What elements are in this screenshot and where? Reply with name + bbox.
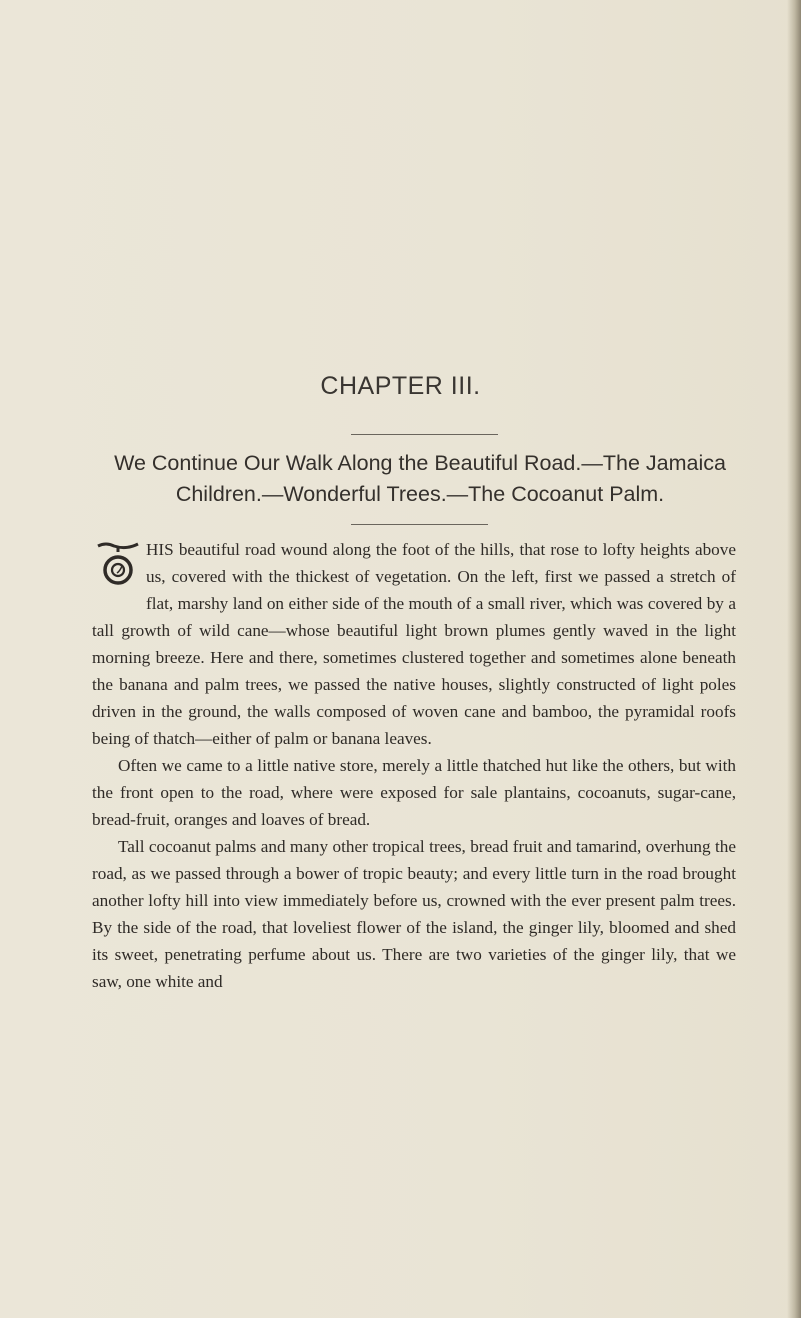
- paragraph-text: HIS beautiful road wound along the foot of the hills, that rose to lofty heights above us, covered with the thickest of vegetation. On the left, first we passed a stretch of flat, marshy land on either side of the mouth of a small river, which was covered by a tall growth of wild cane—whose beautiful light brown plumes gently waved in the light morning breeze. Here and there, sometimes clustered together and sometimes alone beneath the banana and palm trees, we passed the native houses, slightly constructed of light poles driven in the ground, the walls composed of woven cane and bamboo, the pyramidal roofs being of thatch—either of palm or banana leaves.: [92, 540, 736, 748]
- divider-rule: [351, 524, 488, 525]
- chapter-summary: We Continue Our Walk Along the Beautiful Road.—The Jamaica Children.—Wonderful Trees.—The Cocoanut Palm.: [114, 451, 726, 506]
- ornamental-dropcap-icon: [92, 540, 142, 592]
- page-edge-shadow: [787, 0, 801, 1318]
- paragraph: Tall cocoanut palms and many other tropical trees, bread fruit and tamarind, overhung the road, as we passed through a bower of tropic beauty; and every little turn in the road brought another lofty hill into view immediately before us, crowned with the ever present palm trees. By the side of the road, that loveliest flower of the island, the ginger lily, bloomed and shed its sweet, penetrating perfume about us. There are two varieties of the ginger lily, that we saw, one white and: [92, 837, 736, 991]
- paragraph: [92, 536, 736, 752]
- divider-rule: [351, 434, 498, 435]
- paragraph: Often we came to a little native store, merely a little thatched hut like the others, but with the front open to the road, where were exposed for sale plantains, cocoanuts, sugar-cane, bread-fruit, oranges and loaves of bread.: [92, 756, 736, 829]
- chapter-heading: CHAPTER III.: [320, 372, 481, 400]
- chapter-body: [92, 536, 736, 995]
